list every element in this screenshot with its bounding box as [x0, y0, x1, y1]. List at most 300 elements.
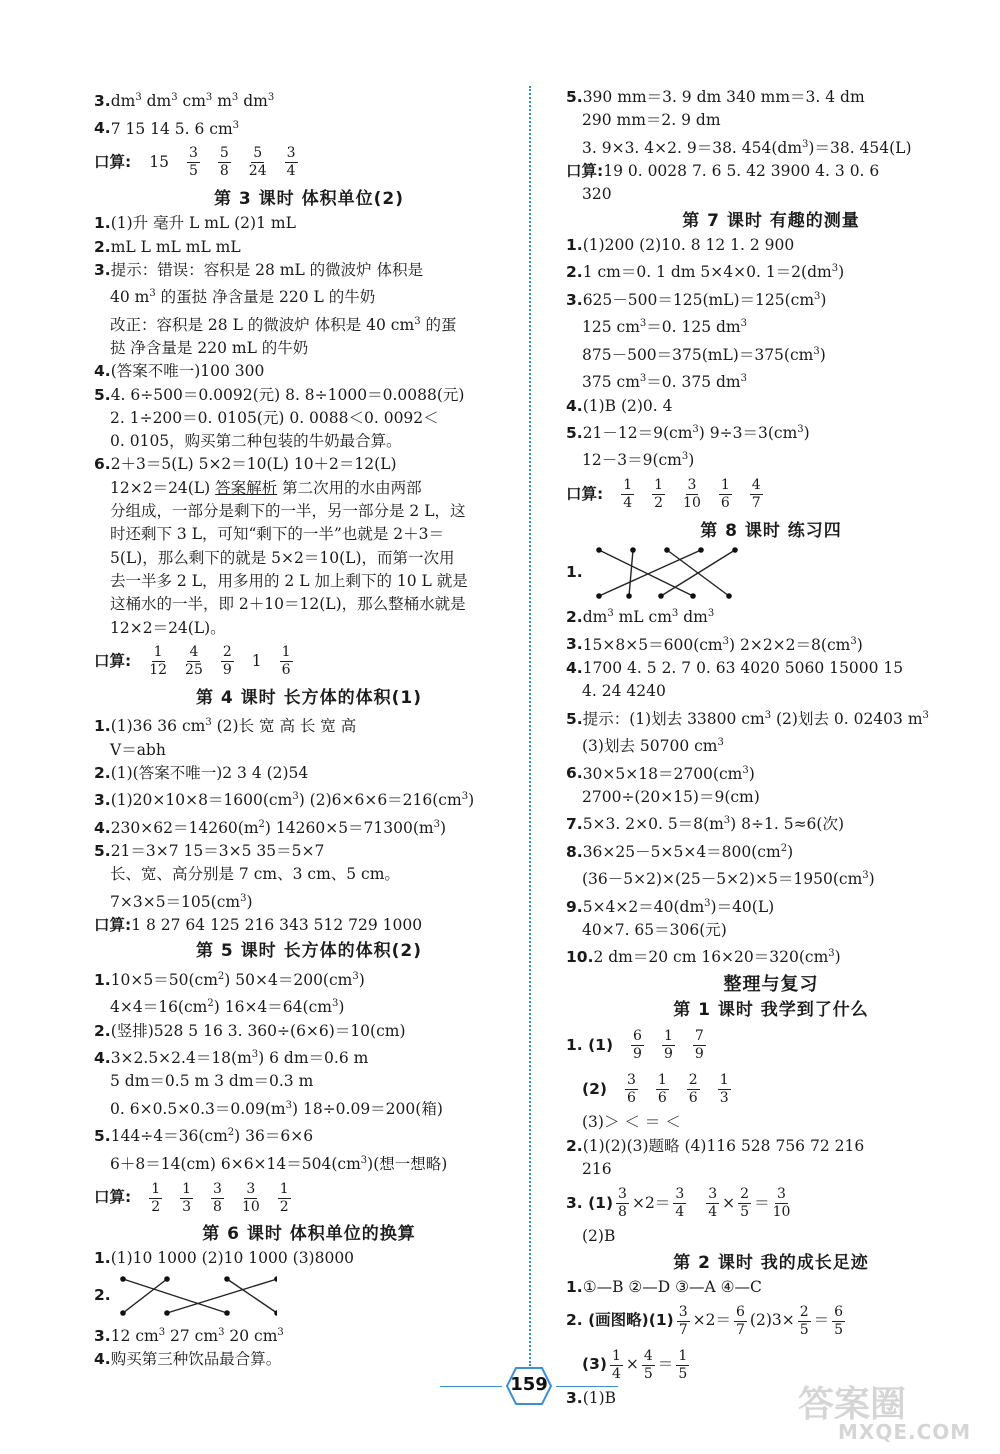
answer-line	[94, 86, 524, 113]
fraction	[718, 1072, 731, 1107]
question-number: 6.	[566, 764, 583, 783]
answer-line	[94, 212, 524, 235]
denominator: 12	[149, 662, 168, 679]
numerator: 2	[222, 644, 232, 661]
numerator: 1	[720, 477, 730, 494]
question-number: 3.	[94, 92, 111, 111]
fraction	[211, 1181, 224, 1216]
answer-continuation: 40 $m^3$ 的蛋挞 净含量是 220 L 的牛奶	[110, 288, 376, 307]
fraction	[185, 644, 203, 679]
match-line	[629, 550, 633, 596]
question-number: 2.	[94, 1021, 111, 1040]
answer-line	[94, 785, 524, 812]
answer-text: (1)200 (2)10. 8 12 1. 2 900	[582, 235, 795, 254]
section-heading: 第 1 课时 我学到了什么	[673, 1000, 869, 1021]
denominator: 6	[281, 662, 291, 679]
answer-text: $36\times 25-5\times 5\times 4=800(cm^2)$	[582, 842, 794, 861]
match-dot	[630, 547, 636, 553]
matching-diagram-x	[117, 1271, 277, 1321]
question-number: 1.	[94, 717, 111, 736]
question-number: 4.	[566, 658, 583, 677]
answer-text: (1)B (2)0. 4	[582, 396, 673, 415]
answer-continuation: 6＋8＝14(cm) $6\times 6\times 14=504(cm^3)$(想一想略)	[110, 1154, 448, 1173]
question-number: 10.	[566, 948, 594, 967]
section-heading: 第 5 课时 长方体的体积(2)	[196, 941, 422, 962]
answer-text: 4. 6÷500＝0.0092(元) 8. 8÷1000＝0.0088(元)	[110, 385, 465, 404]
answer-continuation: 时还剩下 3 L，可知“剩下的一半”也就是 2＋3＝	[110, 525, 445, 544]
denominator: 6	[720, 495, 730, 512]
page-number-badge	[506, 1366, 552, 1406]
answer-text: $625-500=125(mL)=125(cm^3)$	[582, 290, 827, 309]
denominator: 9	[222, 662, 232, 679]
answer-text: $144\div 4=36(cm^2)$ 36＝6×6	[110, 1127, 314, 1146]
answer-text: $15\times 8\times 5=600(cm^3)$ $2\times 2\times 2=8(cm^3)$	[582, 635, 863, 654]
answer-line	[566, 257, 976, 284]
question-number: 1.	[566, 1277, 583, 1296]
numerator: 4	[643, 1347, 653, 1364]
numerator: 1	[623, 477, 633, 494]
answer-continuation: (2)B	[582, 1227, 616, 1246]
numerator: 3	[213, 1180, 222, 1197]
matching-diagram-star	[589, 544, 749, 602]
oral-calc-line	[94, 914, 524, 937]
section-heading: 第 2 课时 我的成长足迹	[673, 1252, 869, 1273]
fraction	[249, 145, 267, 180]
inline-value: ×	[722, 1193, 736, 1212]
line-label: 口算:	[94, 1188, 132, 1207]
fraction	[616, 1186, 629, 1221]
answer-line	[94, 1247, 524, 1270]
numerator: 1	[151, 1180, 161, 1197]
line-label: (3)	[582, 1355, 607, 1374]
oral-calc-label: 口算:	[566, 162, 604, 181]
fraction	[610, 1348, 623, 1383]
match-dot	[224, 1310, 230, 1316]
fraction	[719, 477, 732, 512]
inline-value: ×	[625, 1355, 639, 1374]
denominator: 7	[751, 495, 761, 512]
match-dot	[274, 1276, 277, 1282]
answer-text: (1)(2)(3)题略 (4)116 528 756 72 216	[582, 1136, 865, 1155]
answer-continuation: (3)划去 50700 $cm^3$	[582, 736, 724, 756]
answer-line	[94, 711, 524, 738]
answer-continuation: 320	[582, 185, 612, 204]
answer-line	[566, 704, 976, 731]
answer-text: 2＋3＝5(L) 5×2＝10(L) 10＋2＝12(L)	[110, 455, 397, 474]
denominator: 2	[654, 495, 664, 512]
question-number: 5.	[566, 88, 583, 106]
answer-continuation: 长、宽、高分别是 7 cm、3 cm、5 cm。	[110, 865, 400, 884]
numerator: 4	[189, 644, 199, 661]
numerator: 5	[219, 145, 229, 162]
answer-continuation: 12×2＝24(L)。	[110, 618, 226, 637]
numerator: 3	[618, 1185, 627, 1202]
fraction	[706, 1186, 719, 1221]
denominator: 6	[688, 1089, 698, 1106]
answer-line	[94, 965, 524, 992]
numerator: 3	[687, 477, 697, 494]
match-line	[123, 1279, 167, 1313]
denominator: 5	[799, 1321, 809, 1338]
numerator: 3	[678, 1303, 688, 1320]
fraction	[677, 1304, 690, 1339]
denominator: 4	[611, 1365, 621, 1382]
answer-continuation: 这桶水的一半，即 2＋10＝12(L)，那么整桶水就是	[110, 595, 466, 614]
answer-line	[566, 602, 976, 629]
question-number: 3.	[566, 1389, 583, 1408]
answer-continuation: $(36-5\times 2)\times(25-5\times 2)\times 5=1950(cm^3)$	[582, 870, 875, 889]
answer-continuation: (3)＞ ＜ ＝ ＜	[582, 1113, 681, 1132]
numerator: 3	[675, 1185, 685, 1202]
answer-line	[566, 1276, 976, 1299]
question-number: 5.	[566, 423, 583, 442]
numerator: 1	[678, 1347, 688, 1364]
question-number: 2.	[566, 1136, 583, 1155]
answer-text: $230\times 62=14260(m^2)$ $14260\times 5=71300(m^3)$	[110, 818, 447, 837]
denominator: 2	[151, 1198, 161, 1215]
answer-text: 1 cm＝0. 1 dm 5×4×0. $1=2(dm^3)$	[582, 263, 845, 282]
answer-line	[94, 762, 524, 785]
right-column	[566, 86, 976, 1410]
question-number: 4.	[94, 1350, 111, 1369]
denominator: 4	[286, 163, 296, 180]
answer-continuation	[94, 477, 524, 500]
question-number: 4.	[94, 818, 111, 837]
question-number: 3.	[566, 635, 583, 654]
match-dot	[698, 547, 704, 553]
fraction-line	[566, 1023, 976, 1067]
fraction	[285, 145, 298, 180]
numerator: 2	[688, 1071, 698, 1088]
fraction-line	[566, 473, 976, 517]
numerator: 3	[777, 1185, 786, 1202]
denominator: 24	[248, 163, 267, 180]
answer-text: (1)B	[582, 1389, 617, 1408]
answer-text: 购买第三种饮品最合算。	[110, 1350, 282, 1369]
answer-line	[566, 942, 976, 969]
answer-text: mL L mL mL mL	[110, 237, 241, 256]
match-line	[227, 1279, 277, 1313]
page-number: 159	[510, 1374, 548, 1395]
question-number: 2.	[94, 1286, 111, 1304]
fraction	[180, 1181, 193, 1216]
fraction	[218, 145, 231, 180]
fraction	[832, 1304, 845, 1339]
answer-continuation: $7\times 3\times 5=105(cm^3)$	[110, 892, 253, 911]
numerator: 1	[182, 1180, 192, 1197]
match-dot	[626, 593, 632, 599]
answer-line	[94, 113, 524, 140]
answer-continuation: 去一半多 2 L，用多用的 2 L 加上剩下的 10 L 就是	[110, 571, 468, 590]
question-number: 2.	[566, 608, 583, 627]
answer-continuation: 5(L)，那么剩下的就是 5×2＝10(L)，而第一次用	[110, 548, 455, 567]
match-dot	[224, 1276, 230, 1282]
match-line	[123, 1279, 227, 1313]
answer-text: ①—B ②—D ③—A ④—C	[582, 1277, 762, 1296]
denominator: 5	[678, 1365, 688, 1382]
diagram-line	[94, 1271, 524, 1321]
page-number-line-right	[556, 1386, 618, 1387]
inline-value: 15	[149, 153, 169, 172]
inline-value: 1	[251, 652, 262, 671]
fraction-line	[94, 141, 524, 185]
answer-continuation: $875-500=375(mL)=375(cm^3)$	[582, 345, 826, 364]
fraction-line	[94, 1176, 524, 1220]
diagram-line	[566, 544, 976, 602]
numerator: 1	[279, 1180, 289, 1197]
answer-continuation: 改正：容积是 28 L 的微波炉 体积是 40 $cm^3$ 的蛋	[110, 315, 457, 334]
fraction-line	[566, 1299, 976, 1343]
match-dot	[658, 593, 664, 599]
numerator: 1	[657, 1071, 667, 1088]
answer-text: 1700 4. 5 2. 7 0. 63 4020 5060 15000 15	[582, 658, 904, 677]
match-dot	[596, 593, 602, 599]
question-number: 5.	[94, 842, 111, 861]
denominator: 10	[683, 495, 701, 512]
answer-line	[566, 758, 976, 785]
answer-text: $dm^3$ mL $cm^3$ $dm^3$	[582, 608, 715, 627]
answer-text: 提示：(1)划去 33800 $cm^3$ (2)划去 0. 02403 $m^3$	[582, 709, 929, 728]
numerator: 6	[633, 1027, 642, 1044]
numerator: 2	[799, 1303, 809, 1320]
numerator: 3	[708, 1185, 718, 1202]
answer-continuation: 4. 24 4240	[582, 682, 666, 701]
fraction	[662, 1028, 675, 1063]
answer-text: (1)10 1000 (2)10 1000 (3)8000	[110, 1249, 355, 1268]
numerator: 6	[834, 1303, 844, 1320]
denominator: 5	[834, 1321, 844, 1338]
answer-line	[94, 259, 524, 282]
answer-continuation: 2. 1÷200＝0. 0105(元) 0. 0088＜0. 0092＜	[110, 408, 439, 427]
line-label: 口算:	[94, 153, 132, 172]
answer-text: (1)36 36 $cm^3$ (2)长 宽 高 长 宽 高	[110, 717, 357, 736]
denominator: 8	[219, 163, 229, 180]
denominator: 10	[241, 1198, 260, 1215]
denominator: 9	[663, 1045, 673, 1062]
match-line	[661, 550, 735, 596]
fraction	[625, 1072, 638, 1107]
question-number: 5.	[94, 385, 111, 404]
question-number: 3.	[94, 791, 111, 810]
fraction	[734, 1304, 747, 1339]
answer-continuation: 125 $cm^3=0$. 125 $dm^3$	[582, 318, 747, 337]
denominator: 7	[735, 1321, 745, 1338]
section-heading: 第 7 课时 有趣的测量	[682, 210, 860, 231]
answer-line	[94, 813, 524, 840]
watermark-bottom: MXQE.COM	[838, 1420, 972, 1444]
match-dot	[664, 547, 670, 553]
numerator: 1	[153, 644, 163, 661]
question-number: 1.	[566, 235, 583, 254]
denominator: 5	[188, 163, 198, 180]
fraction-line	[94, 640, 524, 684]
answer-line	[94, 1043, 524, 1070]
numerator: 1	[654, 477, 664, 494]
inline-value: ＝	[754, 1193, 770, 1212]
answer-line	[94, 1020, 524, 1043]
answer-line	[566, 629, 976, 656]
answer-text: $dm^3$ $dm^3$ $cm^3$ $m^3$ $dm^3$	[110, 92, 275, 111]
question-number: 3.	[566, 290, 583, 309]
answer-continuation: 216	[582, 1159, 612, 1178]
denominator: 3	[182, 1198, 192, 1215]
answer-text: $21-12=9(cm^3)$ $9\div 3=3(cm^3)$	[582, 423, 810, 442]
inline-value: ×2＝	[692, 1311, 731, 1330]
section-heading: 第 4 课时 长方体的体积(1)	[196, 687, 422, 708]
numerator: 3	[626, 1071, 636, 1088]
match-line	[167, 1279, 277, 1313]
match-dot	[164, 1276, 170, 1282]
denominator: 10	[772, 1203, 791, 1220]
answer-text: 提示：错误：容积是 28 mL 的微波炉 体积是	[110, 260, 424, 279]
question-number: 5.	[566, 709, 583, 728]
oral-calc-label: 口算:	[94, 916, 132, 935]
line-label: 3. (1)	[566, 1193, 614, 1212]
answer-continuation: 290 mm＝2. 9 dm	[582, 111, 721, 130]
question-number: 5.	[94, 1127, 111, 1146]
question-number: 2.	[94, 237, 111, 256]
denominator: 8	[618, 1203, 627, 1220]
fraction-line	[566, 1067, 976, 1111]
answer-continuation: 分组成，一部分是剩下的一半，另一部分是 2 L，这	[110, 502, 466, 521]
answer-line	[566, 1135, 976, 1158]
fraction	[687, 1072, 700, 1107]
answer-continuation: V＝abh	[110, 740, 166, 759]
numerator: 4	[751, 477, 761, 494]
answer-line	[94, 1348, 524, 1371]
oral-calc-values: 1 8 27 64 125 216 343 512 729 1000	[131, 916, 423, 935]
fraction	[149, 1181, 162, 1216]
line-label: 口算:	[94, 652, 132, 671]
answer-line	[566, 86, 976, 109]
denominator: 2	[279, 1198, 289, 1215]
section-heading: 整理与复习	[723, 973, 819, 995]
fraction	[642, 1348, 655, 1383]
numerator: 2	[740, 1185, 750, 1202]
answer-text: 390 mm＝3. 9 dm 340 mm＝3. 4 dm	[582, 88, 865, 106]
answer-text: 21＝3×7 15＝3×5 35＝5×7	[110, 842, 325, 861]
answer-text: (答案不唯一)100 300	[110, 362, 265, 381]
inline-value: ×2＝	[631, 1193, 671, 1212]
fraction	[656, 1072, 669, 1107]
inline-value: ＝	[813, 1311, 830, 1330]
answer-line	[566, 285, 976, 312]
fraction	[773, 1186, 791, 1221]
oral-calc-line	[566, 160, 976, 183]
numerator: 1	[611, 1347, 621, 1364]
question-number: 3.	[94, 260, 111, 279]
answer-text: (1)(答案不唯一)2 3 4 (2)54	[110, 763, 309, 782]
denominator: 9	[694, 1045, 704, 1062]
answer-continuation: 5 dm＝0.5 m 3 dm＝0.3 m	[110, 1072, 314, 1091]
answer-continuation: 0. $6\times 0.5\times 0.3=0.09(m^3)$ 18÷0.09＝200(箱)	[110, 1099, 443, 1118]
fraction	[242, 1181, 260, 1216]
answer-text: $3\times 2.5\times 2.4=18(m^3)$ 6 dm＝0.6 m	[110, 1048, 369, 1068]
fraction-line	[566, 1181, 976, 1225]
fraction	[621, 477, 634, 512]
denominator: 4	[708, 1203, 718, 1220]
answer-continuation: 0. 0105，购买第二种包装的牛奶最合算。	[110, 432, 402, 451]
question-number: 1.	[94, 970, 111, 989]
answer-line	[94, 453, 524, 476]
fraction	[683, 477, 701, 512]
match-dot	[732, 547, 738, 553]
question-number: 6.	[94, 455, 111, 474]
line-label: 口算:	[566, 485, 604, 504]
question-number: 2.	[566, 263, 583, 282]
numerator: 1	[281, 644, 291, 661]
answer-line	[94, 1321, 524, 1348]
denominator: 6	[626, 1089, 636, 1106]
line-label: 2. (画图略)(1)	[566, 1311, 674, 1330]
inline-value: ＝	[657, 1355, 674, 1374]
page-number-line-left	[440, 1386, 502, 1387]
fraction	[798, 1304, 811, 1339]
answer-text: 2 dm＝20 cm $16\times 20=320(cm^3)$	[593, 948, 841, 967]
answer-line	[94, 236, 524, 259]
text-pre: 12×2＝24(L)	[110, 478, 216, 497]
numerator: 7	[694, 1027, 704, 1044]
section-heading: 第 8 课时 练习四	[700, 520, 842, 541]
denominator: 4	[675, 1203, 685, 1220]
answer-text: $30\times 5\times 18=2700(cm^3)$	[582, 764, 755, 783]
denominator: 4	[623, 495, 633, 512]
question-number: 3.	[94, 1326, 111, 1345]
numerator: 3	[188, 145, 198, 162]
inline-value: (2)3×	[749, 1311, 795, 1330]
denominator: 5	[740, 1203, 750, 1220]
fraction	[652, 477, 665, 512]
question-number: 4.	[566, 396, 583, 415]
answer-line	[94, 840, 524, 863]
question-number: 2.	[94, 763, 111, 782]
answer-line	[94, 384, 524, 407]
text-post: 第二次用的水由两部	[277, 478, 422, 497]
answer-line	[566, 395, 976, 418]
answer-text: 12 $cm^3$ 27 $cm^3$ 20 $cm^3$	[110, 1326, 284, 1345]
answer-line	[566, 418, 976, 445]
answer-line	[566, 809, 976, 836]
answer-text: 7 15 14 5. 6 $cm^3$	[110, 119, 240, 138]
numerator: 3	[286, 145, 296, 162]
denominator: 7	[678, 1321, 688, 1338]
match-dot	[726, 593, 732, 599]
answer-line	[566, 892, 976, 919]
answer-text: 5×3. 2×0. $5=8(m^3)$ 8÷1. 5≈6(次)	[582, 815, 845, 834]
answer-continuation: 40×7. 65＝306(元)	[582, 920, 727, 939]
left-column	[94, 86, 524, 1371]
question-number: 8.	[566, 842, 583, 861]
watermark-top: 答案圈	[798, 1384, 907, 1425]
question-number: 4.	[94, 362, 111, 381]
question-number: 1.	[566, 563, 583, 582]
denominator: 25	[185, 662, 203, 679]
fraction	[738, 1186, 751, 1221]
numerator: 1	[663, 1027, 673, 1044]
answer-analysis-label: 答案解析	[215, 478, 278, 497]
answer-text: (1)升 毫升 L mL (2)1 mL	[110, 214, 296, 233]
question-number: 4.	[94, 119, 111, 138]
answer-continuation: 375 $cm^3=0$. 375 $dm^3$	[582, 373, 747, 392]
match-dot	[690, 593, 696, 599]
fraction	[187, 145, 200, 180]
question-number: 7.	[566, 815, 583, 834]
question-number: 9.	[566, 897, 583, 916]
match-dot	[120, 1310, 126, 1316]
denominator: 5	[643, 1365, 653, 1382]
line-label: 1. (1)	[566, 1035, 614, 1054]
answer-continuation: $4\times 4=16(cm^2)$ $16\times 4=64(cm^3)$	[110, 998, 345, 1017]
